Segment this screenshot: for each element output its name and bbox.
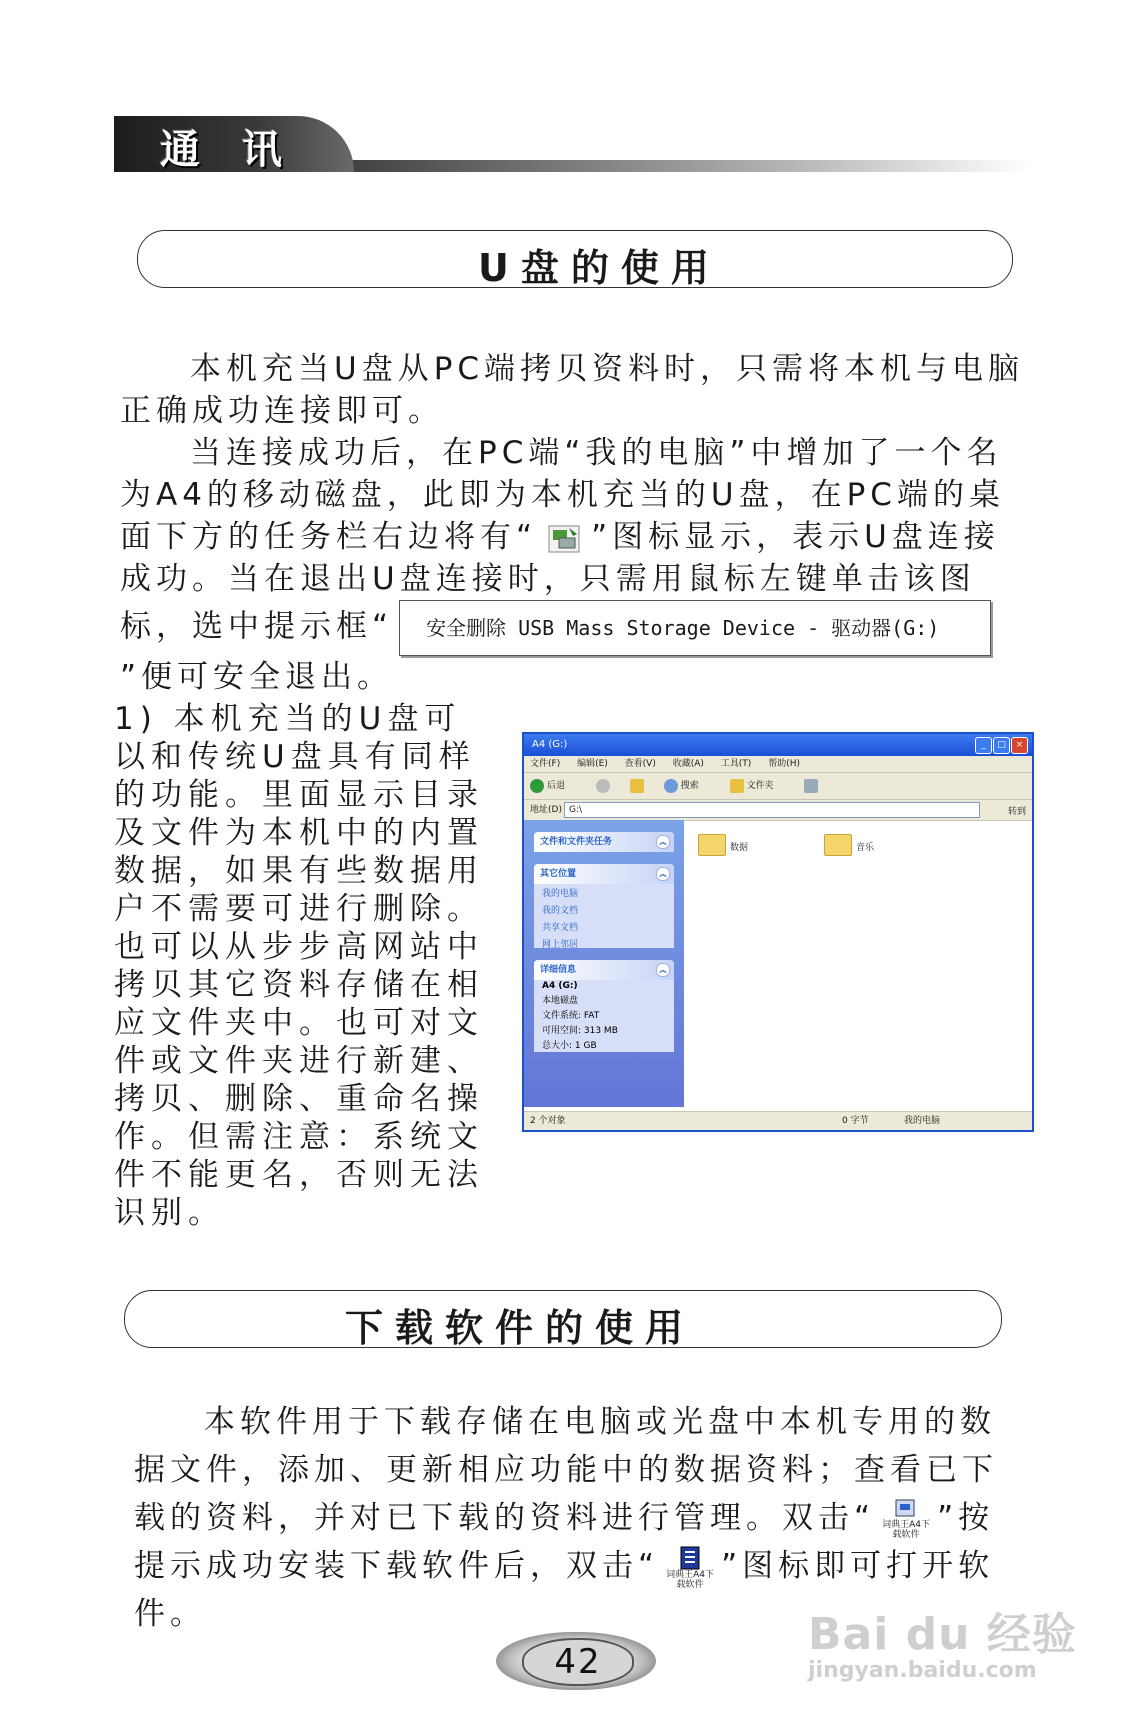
window-titlebar: [524, 734, 1032, 756]
address-label: 地址(D): [530, 805, 562, 815]
menu-help: 帮助(H): [768, 759, 800, 769]
usb-intro: [120, 348, 1025, 698]
page-number: 42: [522, 1638, 634, 1686]
detail-line: 文件系统: FAT: [542, 1011, 600, 1021]
watermark-url: jingyan.baidu.com: [808, 1658, 1037, 1683]
folder-up-icon: [630, 779, 644, 793]
window-title: A4 (G:): [532, 739, 568, 750]
search-icon: [664, 779, 678, 793]
status-size: 0 字节: [842, 1116, 869, 1126]
detail-line: 总大小: 1 GB: [542, 1041, 597, 1051]
views-icon: [804, 779, 818, 793]
menu-tools: 工具(T): [720, 759, 752, 769]
task-pane: [524, 820, 684, 1107]
folders-button: 文件夹: [730, 781, 788, 791]
menu-edit: 编辑(E): [577, 759, 608, 769]
menu-favorites: 收藏(A): [672, 759, 704, 769]
header-rule: [300, 160, 1030, 172]
close-icon: ×: [1011, 737, 1028, 754]
section-heading-usb-text: U盘的使用: [478, 246, 721, 290]
statusbar: [524, 1111, 1032, 1130]
back-arrow-icon: [530, 779, 544, 793]
minimize-icon: _: [975, 737, 992, 754]
collapse-icon: ︽: [656, 835, 670, 849]
panel-details: [534, 960, 674, 1052]
place-item: 我的电脑: [542, 889, 579, 899]
up-button: [630, 781, 647, 791]
detail-line: 本地磁盘: [542, 996, 579, 1006]
search-button: 搜索: [664, 781, 713, 791]
place-item: 网上邻居: [542, 940, 579, 950]
panel-places-title: 其它位置: [540, 869, 577, 879]
place-item: 我的文档: [542, 906, 579, 916]
watermark: [808, 1598, 1077, 1683]
menu-file: 文件(F): [530, 759, 561, 769]
usb-item-1: 1) 本机充当的U盘可以和传统U盘具有同样的功能。里面显示目录及文件为本机中的内置数据，如果有些数据用户不需要可进行删除。也可以从步步高网站中拷贝其它资料存储在相应文件夹中。也可对文件或文件夹进行新建、拷贝、删除、重命名操作。但需注意：系统文件不能更名，否则无法识别。: [114, 701, 484, 1231]
section-heading-download: [124, 1290, 1002, 1348]
maximize-icon: □: [993, 737, 1010, 754]
address-field: G:\: [564, 802, 980, 818]
usb-para-2: 当连接成功后，在PC端“我的电脑”中增加了一个名为A4的移动磁盘，此即为本机充当的U盘，在PC端的桌面下方的任务栏右边将有“ ”图标显示，表示U盘连接成功。当在退出U盘连接时，只需用鼠标左键单击该图标，选中提示框“ 安全删除 USB Mass Storage Device - 驱动器(G:)”便可安全退出。: [120, 435, 1005, 695]
download-software-icon-label: 词典王A4下载软件: [666, 1569, 714, 1590]
menubar: [524, 756, 1032, 773]
download-software-icon: [665, 1546, 715, 1590]
usb-para-1: 本机充当U盘从PC端拷贝资料时，只需将本机与电脑正确成功连接即可。: [120, 351, 1025, 429]
status-count: 2 个对象: [530, 1116, 566, 1126]
watermark-logo: Bai du 经验: [808, 1609, 1077, 1660]
installer-icon-label: 词典王A4下载软件: [882, 1519, 930, 1540]
go-button: 转到: [1007, 807, 1026, 817]
collapse-icon: ︽: [656, 963, 670, 977]
folder-icon: [824, 834, 852, 856]
safe-remove-prompt: 安全删除 USB Mass Storage Device - 驱动器(G:): [399, 600, 991, 656]
address-bar: [524, 800, 1032, 821]
toolbar: [524, 773, 1032, 800]
panel-details-title: 详细信息: [540, 965, 577, 975]
forward-arrow-icon: [596, 779, 610, 793]
folders-icon: [730, 779, 744, 793]
status-location: 我的电脑: [904, 1116, 941, 1126]
folder-label: 数据: [730, 843, 749, 853]
folder-label: 音乐: [856, 843, 875, 853]
panel-places: [534, 864, 674, 948]
back-button: 后退: [530, 781, 579, 791]
collapse-icon: ︽: [656, 867, 670, 881]
panel-tasks-title: 文件和文件夹任务: [540, 837, 613, 847]
installer-icon: [881, 1498, 931, 1542]
views-button: [804, 781, 821, 791]
detail-line: A4 (G:): [542, 981, 578, 991]
detail-line: 可用空间: 313 MB: [542, 1026, 618, 1036]
download-para: 本软件用于下载存储在电脑或光盘中本机专用的数据文件，添加、更新相应功能中的数据资料；查看已下载的资料，并对已下载的资料进行管理。双击“ 词典王A4下载软件 ”按提示成功安装下载软件后，双击“ 词典王A4下载软件”图标即可打开软件。: [134, 1404, 998, 1632]
place-item: 共享文档: [542, 923, 579, 933]
usb-tray-icon: [547, 522, 581, 556]
panel-tasks: [534, 832, 674, 852]
page-title: 通 讯: [160, 127, 296, 173]
folder-icon: [698, 834, 726, 856]
explorer-window-screenshot: [522, 732, 1034, 1132]
forward-button: [596, 781, 613, 791]
menu-view: 查看(V): [624, 759, 656, 769]
section-heading-usb: [137, 230, 1013, 288]
section-heading-download-text: 下载软件的使用: [345, 1306, 696, 1350]
